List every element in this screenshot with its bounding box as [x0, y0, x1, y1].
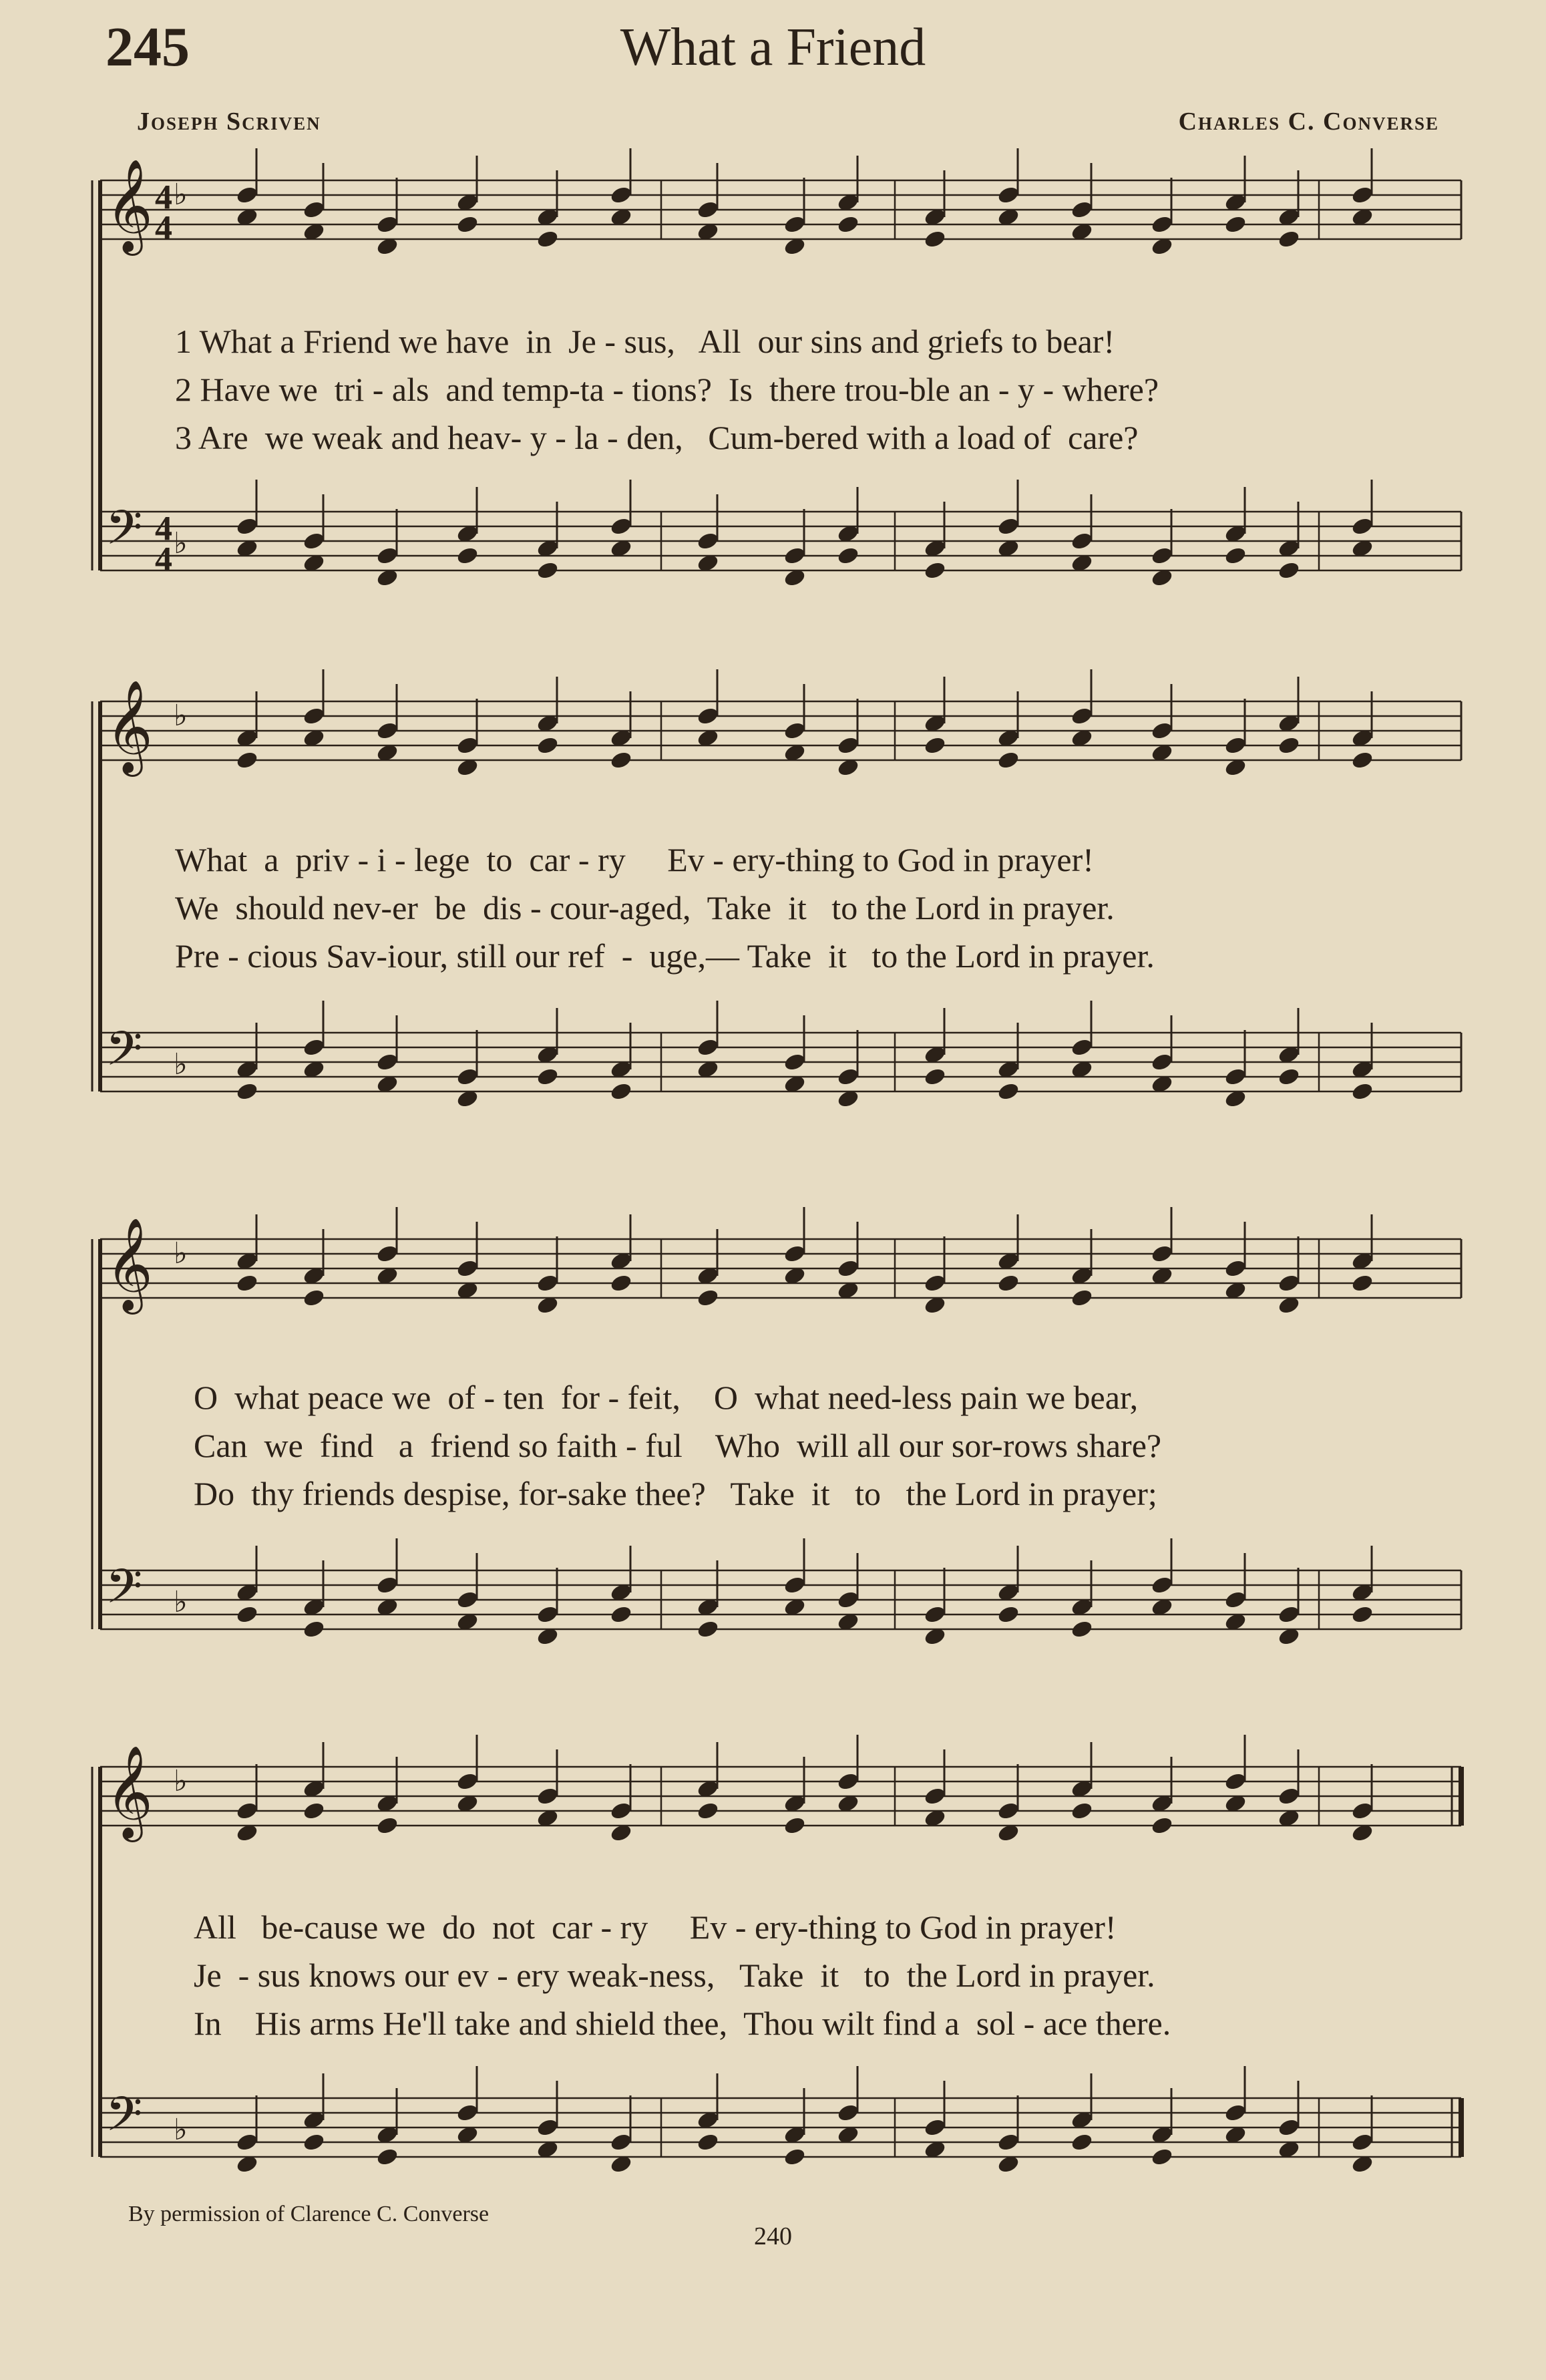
notehead	[1277, 1786, 1301, 1807]
notehead	[375, 214, 399, 235]
lyricist-credit: Joseph Scriven	[137, 108, 321, 136]
permission-notice: By permission of Clarence C. Converse	[128, 2202, 490, 2226]
notehead	[923, 735, 947, 756]
notehead	[783, 214, 807, 235]
notehead	[1070, 1288, 1094, 1309]
flat-key-signature: ♭	[174, 699, 188, 733]
notehead	[1150, 1816, 1174, 1836]
bass-clef: 𝄢	[106, 1559, 143, 1626]
notehead	[1277, 1604, 1301, 1625]
notehead	[783, 546, 807, 566]
notehead	[302, 706, 326, 727]
notehead	[1070, 2132, 1094, 2153]
lyric-line-s1-3: 3 Are we weak and heav- y - la - den, Cum-bered with a load of care?	[175, 419, 1139, 456]
time-signature-numerator: 4	[155, 510, 172, 548]
notehead	[996, 1273, 1020, 1294]
lyric-line-s2-2: We should nev-er be dis - cour-aged, Take it to the Lord in prayer.	[175, 889, 1115, 926]
notehead	[455, 1771, 479, 1792]
notehead	[783, 1244, 807, 1264]
notehead	[923, 1604, 947, 1625]
notehead	[1223, 1258, 1247, 1279]
notehead	[923, 1273, 947, 1294]
treble-clef: 𝄞	[106, 680, 153, 773]
notehead	[235, 1801, 259, 1822]
notehead	[923, 2117, 947, 2138]
notehead	[1277, 2117, 1301, 2138]
notehead	[696, 1801, 720, 1822]
notehead	[609, 750, 633, 771]
notehead	[1070, 1801, 1094, 1822]
notehead	[1350, 1604, 1374, 1625]
notehead	[536, 2117, 560, 2138]
notehead	[302, 1288, 326, 1309]
page-number: 240	[754, 2222, 792, 2250]
notehead	[375, 1816, 399, 1836]
notehead	[996, 750, 1020, 771]
notehead	[235, 1273, 259, 1294]
time-signature-denominator: 4	[155, 540, 172, 578]
notehead	[1350, 516, 1374, 537]
notehead	[836, 1258, 860, 1279]
lyric-line-s4-3: In His arms He'll take and shield thee, Thou wilt find a sol - ace there.	[194, 2005, 1171, 2042]
notehead	[923, 229, 947, 250]
treble-clef: 𝄞	[106, 159, 153, 252]
flat-key-signature: ♭	[174, 1047, 188, 1081]
time-signature-denominator: 4	[155, 209, 172, 247]
notehead	[1350, 1081, 1374, 1102]
notehead	[609, 185, 633, 206]
notehead	[1150, 2147, 1174, 2168]
notehead	[696, 706, 720, 727]
lyric-line-s1-1: 1 What a Friend we have in Je - sus, All our sins and griefs to bear!	[175, 323, 1115, 360]
notehead	[1150, 1052, 1174, 1073]
lyric-line-s2-1: What a priv - i - lege to car - ry Ev - ery-thing to God in prayer!	[175, 841, 1094, 878]
notehead	[375, 546, 399, 566]
notehead	[1223, 1771, 1247, 1792]
notehead	[375, 1052, 399, 1073]
notehead	[696, 2132, 720, 2153]
notehead	[375, 1575, 399, 1596]
notehead	[455, 546, 479, 566]
notehead	[1350, 2132, 1374, 2153]
flat-key-signature: ♭	[174, 1764, 188, 1798]
notehead	[235, 1081, 259, 1102]
notehead	[996, 1081, 1020, 1102]
notehead	[1150, 546, 1174, 566]
notehead	[1223, 1590, 1247, 1610]
notehead	[923, 560, 947, 581]
treble-clef: 𝄞	[106, 1745, 153, 1838]
notehead	[1350, 185, 1374, 206]
notehead	[923, 1067, 947, 1087]
notehead	[302, 1037, 326, 1058]
notehead	[536, 560, 560, 581]
notehead	[1223, 2103, 1247, 2123]
bass-clef: 𝄢	[106, 500, 143, 567]
notehead	[455, 214, 479, 235]
flat-key-signature: ♭	[174, 2113, 188, 2147]
notehead	[783, 1052, 807, 1073]
notehead	[696, 531, 720, 552]
notehead	[836, 214, 860, 235]
notehead	[1223, 546, 1247, 566]
flat-key-signature: ♭	[174, 178, 188, 212]
notehead	[455, 2103, 479, 2123]
lyric-line-s1-2: 2 Have we tri - als and temp-ta - tions? Is there trou-ble an - y - where?	[175, 371, 1159, 408]
notehead	[996, 2132, 1020, 2153]
hymn-title: What a Friend	[620, 18, 926, 77]
notehead	[536, 229, 560, 250]
notehead	[235, 2132, 259, 2153]
notehead	[1223, 735, 1247, 756]
notehead	[1150, 1575, 1174, 1596]
notehead	[235, 1604, 259, 1625]
flat-key-signature: ♭	[174, 1585, 188, 1619]
notehead	[375, 2147, 399, 2168]
notehead	[696, 1619, 720, 1640]
lyric-line-s3-3: Do thy friends despise, for-sake thee? Take it to the Lord in prayer;	[194, 1475, 1157, 1512]
time-signature-numerator: 4	[155, 178, 172, 216]
notehead	[235, 516, 259, 537]
bass-clef: 𝄢	[106, 2087, 143, 2154]
notehead	[1223, 214, 1247, 235]
notehead	[455, 1590, 479, 1610]
notehead	[783, 2147, 807, 2168]
notehead	[455, 1258, 479, 1279]
notehead	[375, 1244, 399, 1264]
notehead	[1277, 229, 1301, 250]
notehead	[836, 2103, 860, 2123]
notehead	[302, 531, 326, 552]
notehead	[609, 2132, 633, 2153]
notehead	[696, 200, 720, 220]
notehead	[1070, 200, 1094, 220]
bass-clef: 𝄢	[106, 1021, 143, 1088]
notehead	[1277, 1067, 1301, 1087]
notehead	[1150, 1244, 1174, 1264]
notehead	[609, 1273, 633, 1294]
notehead	[996, 1604, 1020, 1625]
notehead	[996, 185, 1020, 206]
notehead	[302, 2132, 326, 2153]
notehead	[696, 1037, 720, 1058]
notehead	[302, 200, 326, 220]
flat-key-signature: ♭	[174, 526, 188, 560]
notehead	[836, 546, 860, 566]
notehead	[1350, 750, 1374, 771]
lyric-line-s4-2: Je - sus knows our ev - ery weak-ness, Take it to the Lord in prayer.	[194, 1957, 1155, 1994]
lyric-line-s2-3: Pre - cious Sav-iour, still our ref - uge,— Take it to the Lord in prayer.	[175, 937, 1155, 975]
notehead	[235, 185, 259, 206]
treble-clef: 𝄞	[106, 1218, 153, 1311]
notehead	[836, 1771, 860, 1792]
notehead	[536, 1604, 560, 1625]
notehead	[302, 1801, 326, 1822]
lyric-line-s3-2: Can we find a friend so faith - ful Who will all our sor-rows share?	[194, 1427, 1162, 1464]
notehead	[783, 721, 807, 741]
notehead	[536, 1067, 560, 1087]
composer-credit: Charles C. Converse	[1178, 108, 1439, 136]
notehead	[609, 1801, 633, 1822]
notehead	[836, 735, 860, 756]
notehead	[536, 735, 560, 756]
notehead	[783, 1816, 807, 1836]
notehead	[302, 1619, 326, 1640]
notehead	[996, 516, 1020, 537]
lyric-line-s4-1: All be-cause we do not car - ry Ev - ery-thing to God in prayer!	[194, 1908, 1117, 1946]
notehead	[609, 516, 633, 537]
notehead	[836, 1590, 860, 1610]
notehead	[455, 735, 479, 756]
hymn-number: 245	[106, 16, 190, 78]
notehead	[1277, 560, 1301, 581]
notehead	[1277, 735, 1301, 756]
notehead	[696, 1288, 720, 1309]
notehead	[783, 1575, 807, 1596]
notehead	[1350, 1801, 1374, 1822]
notehead	[1070, 1619, 1094, 1640]
notehead	[996, 1801, 1020, 1822]
notehead	[609, 1081, 633, 1102]
notehead	[1070, 1037, 1094, 1058]
notehead	[1070, 706, 1094, 727]
notehead	[923, 1786, 947, 1807]
notehead	[235, 750, 259, 771]
notehead	[536, 1786, 560, 1807]
notehead	[375, 721, 399, 741]
notehead	[1277, 1273, 1301, 1294]
notehead	[836, 1067, 860, 1087]
notehead	[1350, 1273, 1374, 1294]
lyric-line-s3-1: O what peace we of - ten for - feit, O what need-less pain we bear,	[194, 1379, 1139, 1416]
notehead	[1150, 721, 1174, 741]
notehead	[455, 1067, 479, 1087]
flat-key-signature: ♭	[174, 1236, 188, 1270]
notehead	[1150, 214, 1174, 235]
notehead	[1223, 1067, 1247, 1087]
notehead	[1070, 531, 1094, 552]
notehead	[536, 1273, 560, 1294]
notehead	[609, 1604, 633, 1625]
